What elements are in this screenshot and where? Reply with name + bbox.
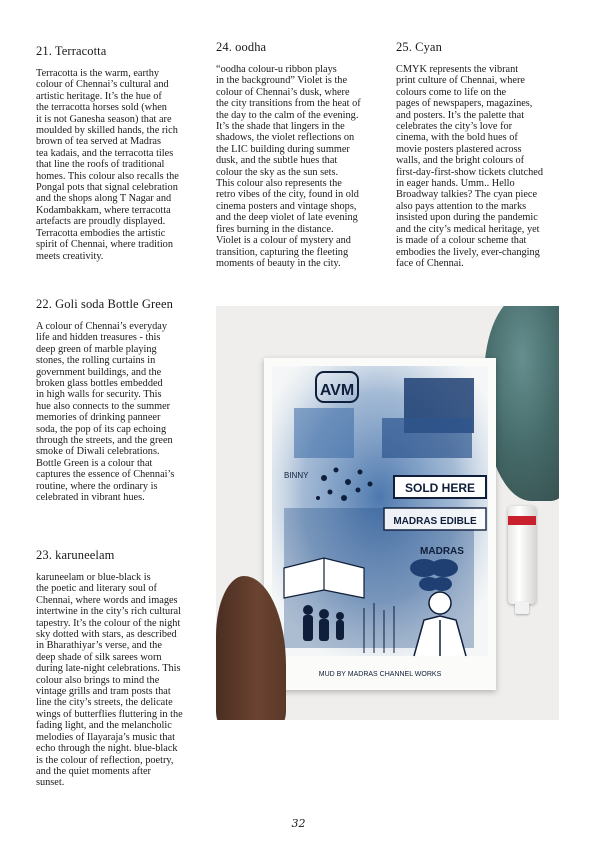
madras-edible-sign	[384, 508, 486, 530]
avm-text: AVM	[319, 382, 355, 399]
section-title: 22. Goli soda Bottle Green	[36, 297, 173, 311]
section-oodha	[216, 40, 388, 269]
paint-tube	[508, 506, 536, 604]
section-body: A colour of Chennai’s everyday life and hidden treasures - this deep green of marble playing stones, the rolling curtains in government buildings, and the broken glass bottles embedded in high walls for security. This hue also connects to the summer memories of drinking panneer soda, the pop of its cap echoing through the streets, and the green smoke of Diwali celebrations. Bottle Green is a colour that captures the essence of Chennai’s routine, where the ordinary is celebrated in vibrant hues.	[36, 321, 175, 504]
section-terracotta	[36, 44, 206, 262]
section-body: CMYK represents the vibrant print culture of Chennai, where colours come to life on the pages of newspapers, magazines, and posters. It’s the palette that celebrates the city’s love for cinema, with the bold hues of movie posters plastered across walls, and the bright colours of first-day-first-show tickets clutched in eager hands. Umm.. Hello Broadway talkies? The cyan piece also pays attention to the marks insisted upon during the pandemic and the city’s medical heritage, yet is made of a colour scheme that embodies the lively, ever-changing face of Chennai.	[396, 64, 543, 269]
ink-painting	[264, 358, 496, 690]
paint-tube-cap	[515, 602, 529, 614]
paint-tube-band	[508, 516, 536, 525]
binny-text: BINNY	[284, 471, 309, 480]
sold-here-sign	[394, 476, 486, 498]
sold-here-text: SOLD HERE	[404, 481, 476, 495]
artwork-photo	[216, 306, 559, 720]
page-number: 32	[291, 817, 306, 830]
madras-text: MADRAS	[420, 546, 464, 557]
painting-illustration	[264, 358, 496, 690]
section-title: 24. oodha	[216, 40, 267, 54]
section-title: 21. Terracotta	[36, 44, 107, 58]
section-body: Terracotta is the warm, earthy colour of Chennai’s cultural and artistic heritage. It’s the hue of the terracotta horses sold (when it is not Ganesha season) that are moulded by skilled hands, the rich brown of tea served at Madras tea kadais, and the terracotta tiles that line the roofs of traditional homes. This colour also recalls the Pongal pots that signal celebration and the shops along T Nagar and Kodambakkam, where terracotta artefacts are proudly displayed. Terracotta embodies the artistic spirit of Chennai, where tradition meets creativity.	[36, 68, 179, 262]
footer-caption: MUD BY MADRAS CHANNEL WORKS	[318, 671, 442, 678]
section-goli-soda-bottle-green	[36, 297, 202, 504]
madras-edible-text: MADRAS EDIBLE	[393, 516, 477, 527]
section-karuneelam	[36, 548, 202, 789]
section-body: “oodha colour-u ribbon plays in the background” Violet is the colour of Chennai’s dusk, where the city transitions from the heat of the day to the calm of the evening. It’s the shade that lingers in the shadows, the violet reflections on the LIC building during summer dusk, and the subtle hues that colour the sky as the sun sets. This colour also represents the retro vibes of the city, found in old cinema posters and vintage shops, and the deep violet of late evening fires burning in the distance. Violet is a colour of mystery and transition, capturing the fleeting moments of beauty in the city.	[216, 64, 361, 269]
section-cyan	[396, 40, 566, 269]
section-title: 25. Cyan	[396, 40, 442, 54]
section-title: 23. karuneelam	[36, 548, 115, 562]
section-body: karuneelam or blue-black is the poetic and literary soul of Chennai, where words and images intertwine in the city’s rich cultural tapestry. It’s the colour of the night sky dotted with stars, as described in Bharathiyar’s verse, and the deep shade of silk sarees worn during late-night celebrations. This colour also brings to mind the vintage grills and tram posts that line the city’s streets, the delicate wings of butterflies fluttering in the fading light, and the melancholic melodies of Ilayaraja’s music that echo through the night. blue-black is the colour of reflection, poetry, and the quiet moments after sunset.	[36, 572, 183, 789]
